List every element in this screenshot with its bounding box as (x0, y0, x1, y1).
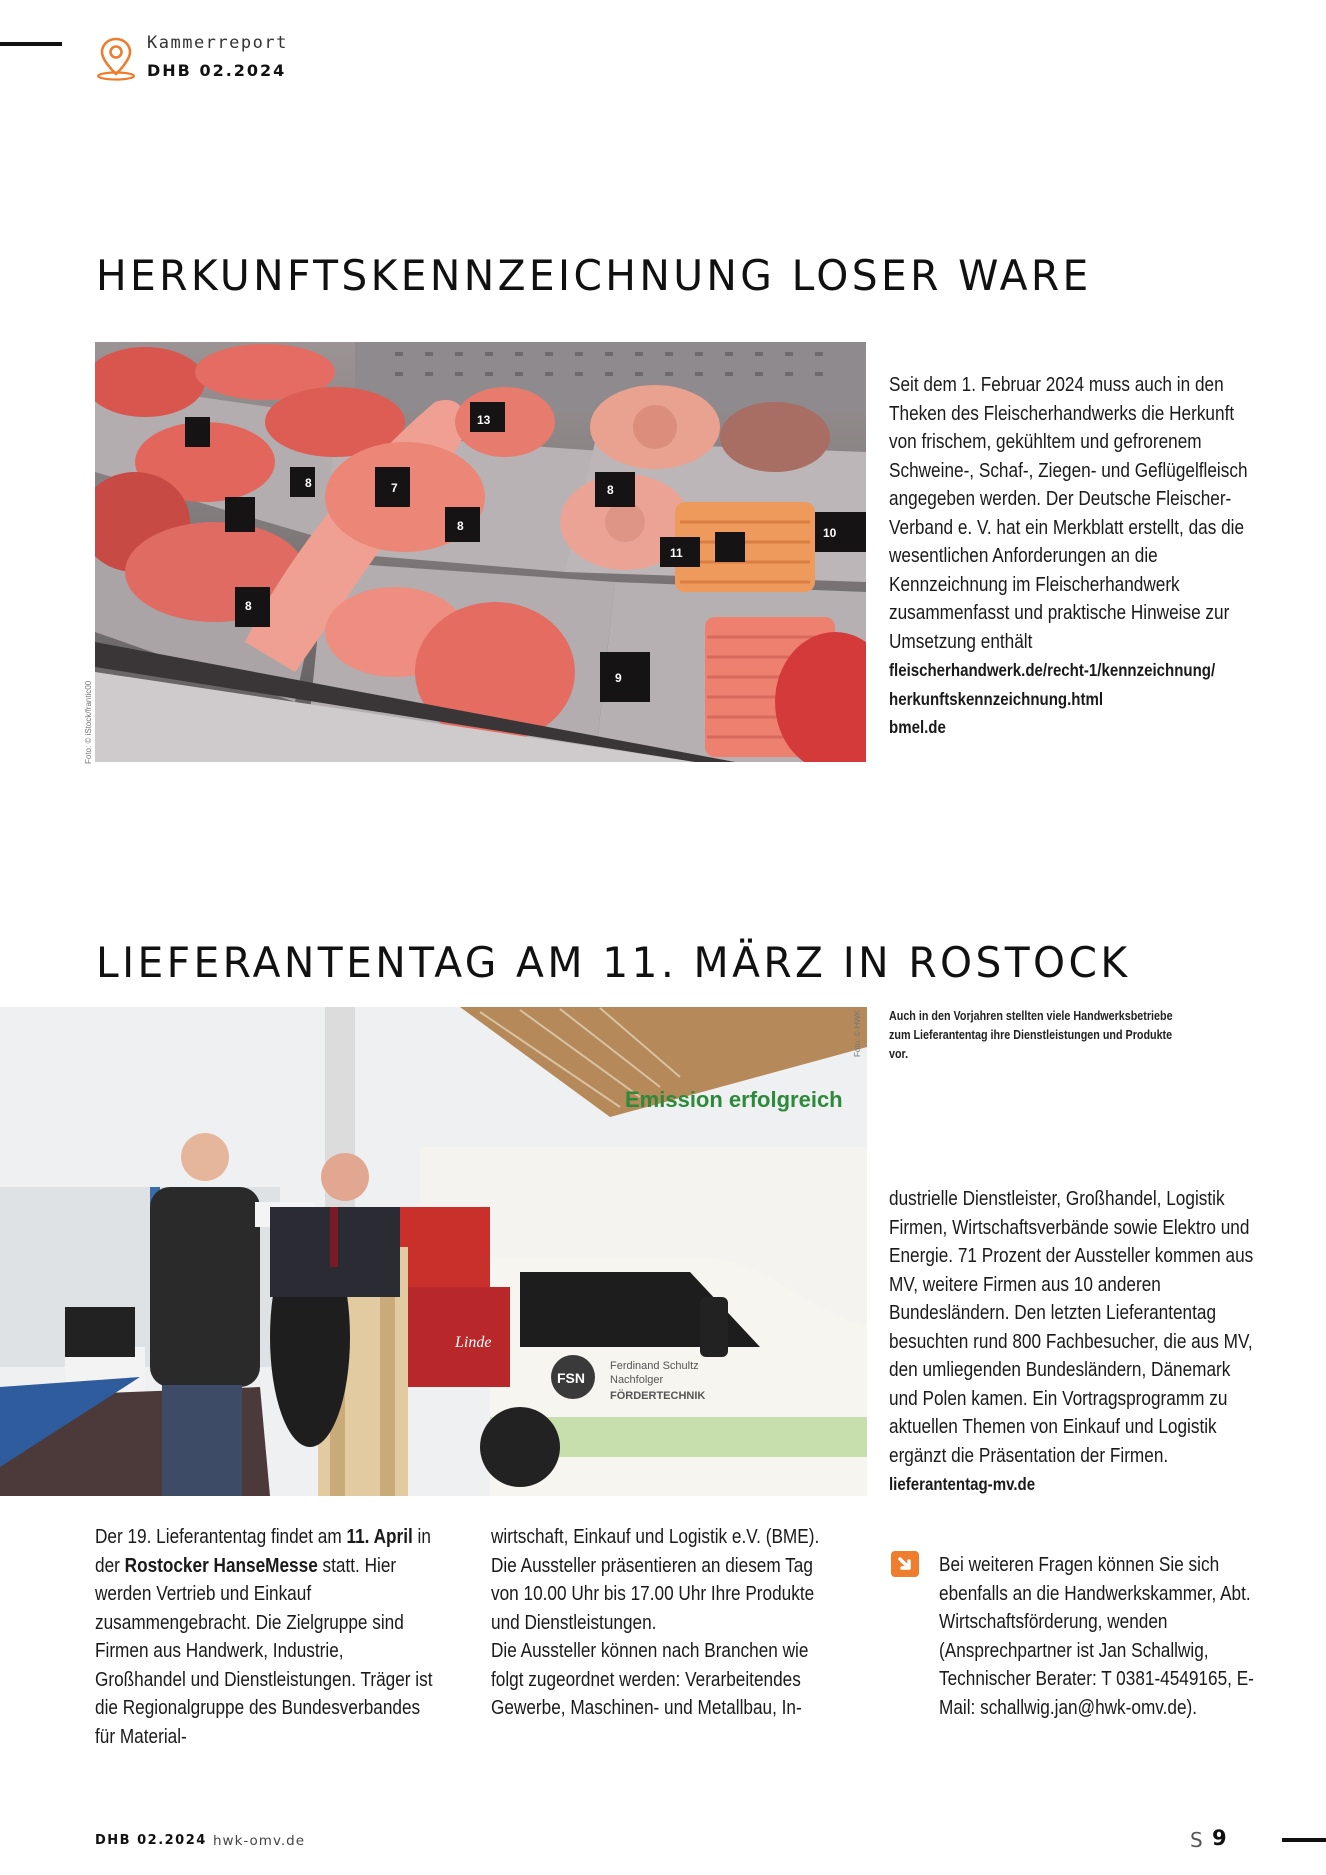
location-pin-icon (96, 36, 136, 82)
col-a-text-3: statt. Hier werden Vertrieb und Einkauf zusammengebracht. Die Zielgruppe sind Firmen aus Handwerk, Industrie, Großhandel und Dienstleistungen. Träger ist die Regionalgruppe des Bundesverbandes für Material- (95, 1554, 433, 1748)
photo-caption: Auch in den Vorjahren stellten viele Handwerksbetriebe zum Lieferantentag ihre Dienstleistungen und Produkte vor. (889, 1009, 1173, 1061)
link-bmel[interactable]: bmel.de (889, 717, 946, 737)
svg-text:Nachfolger: Nachfolger (610, 1374, 664, 1386)
page-number: 9 (1212, 1826, 1227, 1850)
article2-column-right (889, 1185, 1259, 1499)
col-b-paragraph-2: Die Aussteller können nach Branchen wie folgt zugeordnet werden: Verarbeitendes Gewerbe, Maschinen- und Metallbau, In- (491, 1640, 809, 1719)
article2-column-a (95, 1523, 439, 1751)
meat-counter-photo (95, 342, 866, 762)
page-prefix: S (1190, 1828, 1203, 1852)
article2-column-b (491, 1523, 835, 1723)
svg-text:7: 7 (391, 481, 398, 495)
photo-credit-fair: Foto: © HWK (853, 1009, 862, 1057)
link-lieferantentag[interactable]: lieferantentag-mv.de (889, 1474, 1036, 1494)
col-a-text-2: in der (95, 1526, 431, 1577)
svg-text:8: 8 (305, 476, 312, 490)
svg-text:FSN: FSN (557, 1370, 585, 1386)
header-rule (0, 42, 62, 46)
col-a-text-1: Der 19. Lieferantentag findet am (95, 1526, 347, 1548)
event-venue: Rostocker HanseMesse (124, 1554, 318, 1577)
trade-fair-photo (0, 1007, 867, 1496)
svg-text:8: 8 (607, 483, 614, 497)
issue-label: DHB 02.2024 (147, 61, 287, 80)
footer-issue: DHB 02.2024 (95, 1833, 207, 1848)
photo-credit-meat: Foto: © iStock/frantic00 (84, 680, 93, 764)
event-date: 11. April (346, 1526, 413, 1548)
svg-text:8: 8 (457, 519, 464, 533)
svg-text:9: 9 (615, 671, 622, 685)
footer-url[interactable]: hwk-omv.de (213, 1833, 306, 1849)
article1-headline: HERKUNFTSKENNZEICHNUNG LOSER WARE (96, 251, 1092, 300)
svg-text:11: 11 (670, 546, 683, 560)
svg-text:10: 10 (823, 526, 837, 540)
article1-body (889, 371, 1259, 742)
article1-paragraph: Seit dem 1. Februar 2024 muss auch in den Theken des Fleischerhandwerks die Herkunft von frischem, gekühltem und gefrorenem Schweine-, Schaf-, Ziegen- und Geflügelfleisch angegeben werden. Der Deutsche Fleischer-Verband e. V. hat ein Merkblatt erstellt, das die wesentlichen Anforderungen an die Kennzeichnung im Fleischerhandwerk zusammenfasst und praktische Hinweise zur Umsetzung enthält (889, 374, 1248, 653)
svg-text:13: 13 (477, 413, 491, 427)
article2-right-text: dustrielle Dienstleister, Großhandel, Logistik Firmen, Wirtschaftsverbände sowie Elektro und Energie. 71 Prozent der Aussteller kommen aus MV, weitere Firmen aus 10 anderen Bundesländern. Den letzten Lieferantentag besuchten rund 800 Fachbesucher, die aus MV, den umliegenden Bundesländern, Dänemark und Polen kamen. Ein Vortragsprogramm zu aktuellen Themen von Einkauf und Logistik ergänzt die Präsentation der Firmen. (889, 1188, 1254, 1467)
svg-text:Emission erfolgreich: Emission erfolgreich (625, 1087, 843, 1112)
section-kicker: Kammerreport (147, 33, 288, 53)
footer-rule (1282, 1838, 1326, 1842)
contact-info: Bei weiteren Fragen können Sie sich ebenfalls an die Handwerkskammer, Abt. Wirtschaftsförderung, wenden (Ansprechpartner ist Jan Schallwig, Technischer Berater: T 0381-4549165, E-Mail: schallwig.jan@hwk-omv.de). (939, 1554, 1254, 1719)
article2-headline: LIEFERANTENTAG AM 11. MÄRZ IN ROSTOCK (96, 938, 1131, 987)
col-b-paragraph-1: wirtschaft, Einkauf und Logistik e.V. (BME). Die Aussteller präsentieren an diesem Tag von 10.00 Uhr bis 17.00 Uhr Ihre Produkte und Dienstleistungen. (491, 1526, 820, 1634)
link-fleischerhandwerk[interactable]: fleischerhandwerk.de/recht-1/kennzeichnung/ (889, 660, 1216, 680)
trade-fair-illustration (0, 1007, 867, 1496)
arrow-down-right-icon (891, 1551, 919, 1577)
link-fleischerhandwerk-cont[interactable]: herkunftskennzeichnung.html (889, 688, 1104, 709)
svg-text:8: 8 (245, 599, 252, 613)
meat-counter-illustration (95, 342, 866, 762)
svg-text:Ferdinand Schultz: Ferdinand Schultz (610, 1360, 699, 1372)
svg-text:FÖRDERTECHNIK: FÖRDERTECHNIK (610, 1390, 706, 1402)
svg-text:Linde: Linde (455, 1334, 492, 1351)
